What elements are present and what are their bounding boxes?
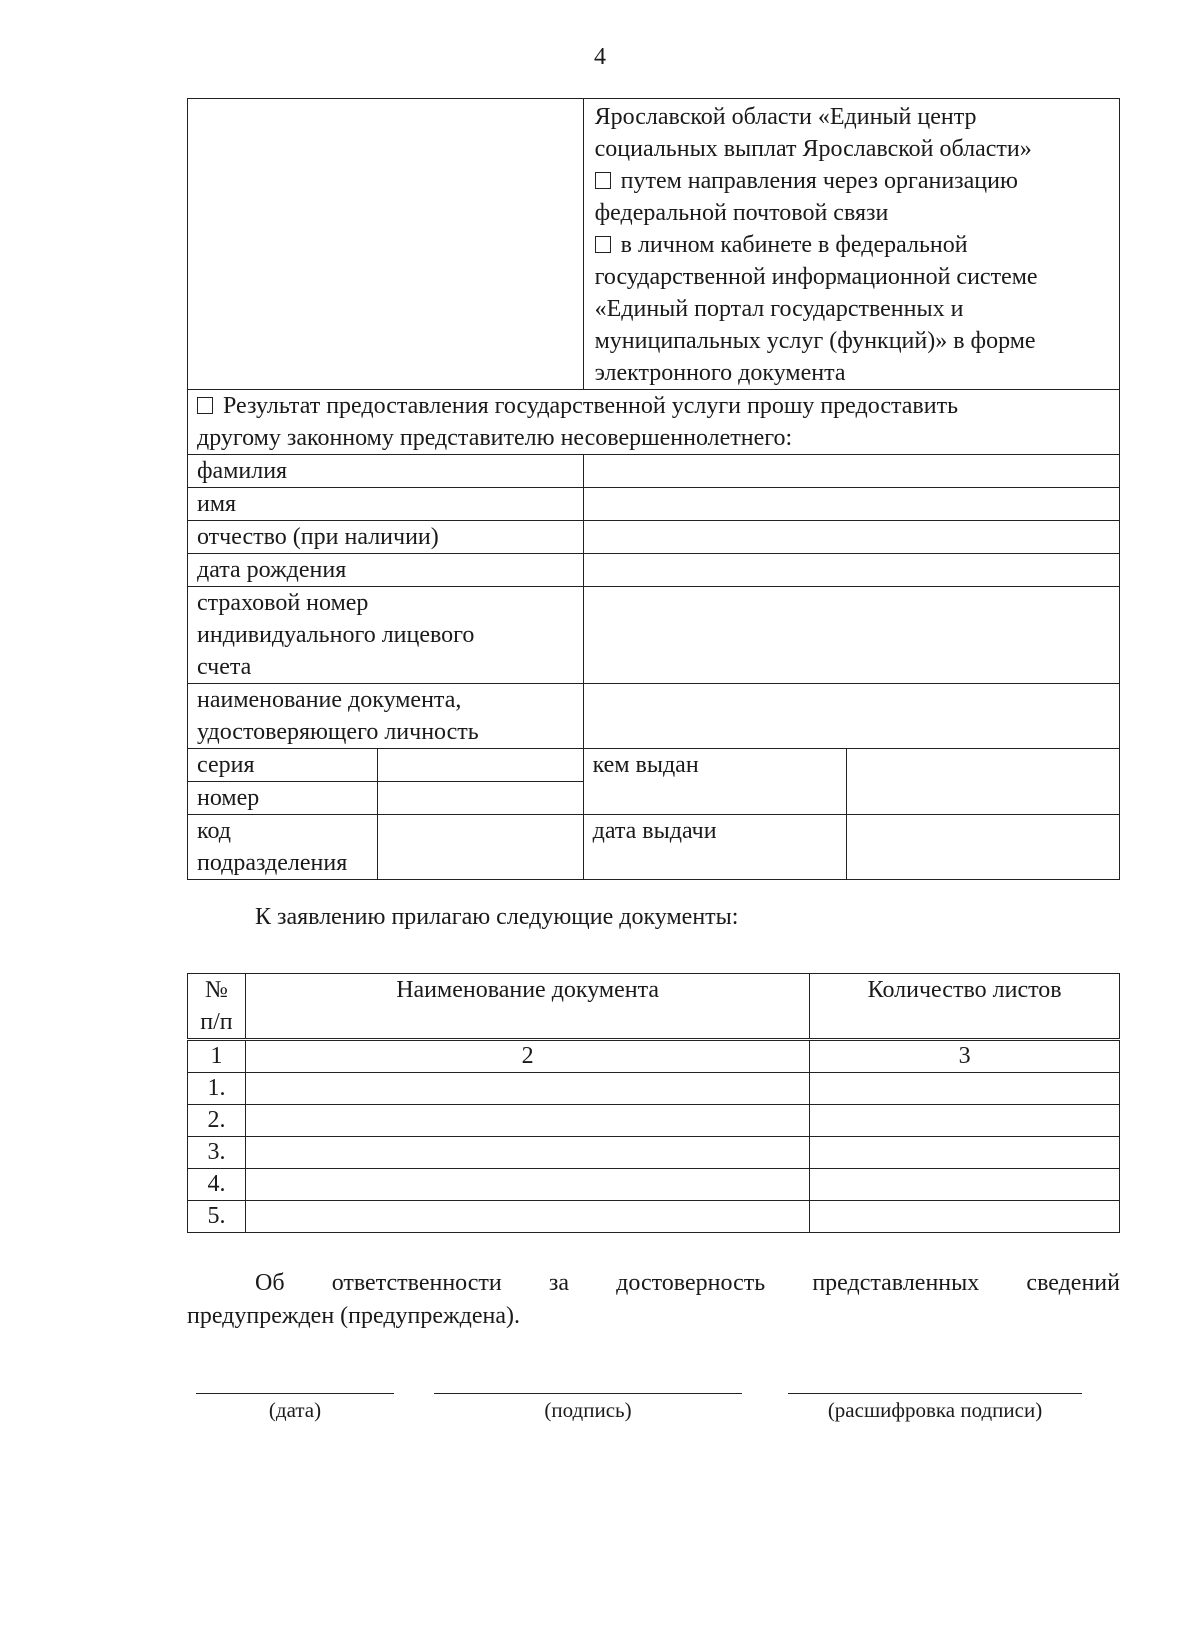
document-name-field[interactable] [245, 1169, 809, 1201]
id-document-label-line: удостоверяющего личность [197, 719, 479, 745]
application-form-table [187, 98, 1120, 880]
page-number: 4 [594, 44, 606, 70]
representative-option-checkbox[interactable] [197, 397, 213, 414]
document-name-field[interactable] [245, 1073, 809, 1105]
name-label: имя [188, 488, 584, 521]
table-row [188, 1073, 1120, 1105]
delivery-method-cell [583, 99, 1119, 390]
signature-decoding-line[interactable]: (расшифровка подписи) [788, 1393, 1082, 1423]
sheet-count-field[interactable] [810, 1137, 1120, 1169]
department-code-label-line: код [197, 818, 231, 844]
snils-label-line: индивидуального лицевого [197, 622, 475, 648]
name-field[interactable] [583, 488, 1119, 521]
document-name-field[interactable] [245, 1201, 809, 1233]
column-sheet-count-header: Количество листов [810, 974, 1120, 1040]
snils-label-line: счета [197, 654, 252, 680]
column-number-header [188, 974, 246, 1040]
empty-left-cell [188, 99, 584, 390]
date-signature-line[interactable]: (дата) [196, 1393, 394, 1423]
column-document-name-header: Наименование документа [245, 974, 809, 1040]
snils-field[interactable] [583, 587, 1119, 684]
table-row [188, 1137, 1120, 1169]
post-option-checkbox[interactable] [595, 172, 611, 189]
signature-line[interactable]: (подпись) [434, 1393, 742, 1423]
portal-option-label: в личном кабинете в федеральной [620, 232, 968, 258]
department-code-label-line: подразделения [197, 850, 348, 876]
series-label: серия [188, 749, 378, 782]
warning-line: предупрежден (предупреждена). [187, 1303, 520, 1329]
number-field[interactable] [377, 782, 583, 815]
patronymic-field[interactable] [583, 521, 1119, 554]
method-line: электронного документа [594, 360, 846, 386]
document-name-field[interactable] [245, 1105, 809, 1137]
column-number-header-line: № [205, 977, 228, 1003]
birth-date-label: дата рождения [188, 554, 584, 587]
issued-by-field[interactable] [847, 749, 1120, 815]
department-code-label [188, 815, 378, 880]
snils-label [188, 587, 584, 684]
method-line: социальных выплат Ярославской области» [594, 136, 1032, 162]
method-line: государственной информационной системе [594, 264, 1038, 290]
method-line: Ярославской области «Единый центр [594, 104, 977, 130]
table-row [188, 1105, 1120, 1137]
column-number-header-line: п/п [200, 1009, 233, 1035]
department-code-field[interactable] [377, 815, 583, 880]
sheet-count-field[interactable] [810, 1073, 1120, 1105]
table-row [188, 1201, 1120, 1233]
warning-line: Об ответственности за достоверность представленных сведений [255, 1270, 1120, 1296]
representative-heading-cell [188, 390, 1120, 455]
series-field[interactable] [377, 749, 583, 782]
post-option-label: путем направления через организацию [620, 168, 1018, 194]
index-cell: 3 [810, 1040, 1120, 1073]
method-line: муниципальных услуг (функций)» в форме [594, 328, 1036, 354]
index-cell: 2 [245, 1040, 809, 1073]
row-number: 4. [188, 1169, 246, 1201]
row-number: 2. [188, 1105, 246, 1137]
method-line: федеральной почтовой связи [594, 200, 889, 226]
method-line: «Единый портал государственных и [594, 296, 964, 322]
attachments-heading: К заявлению прилагаю следующие документы: [255, 904, 739, 930]
issued-by-label: кем выдан [583, 749, 847, 815]
table-row [188, 1169, 1120, 1201]
id-document-field[interactable] [583, 684, 1119, 749]
row-number: 5. [188, 1201, 246, 1233]
responsibility-warning [187, 1267, 1120, 1333]
id-document-label [188, 684, 584, 749]
representative-heading-line: Результат предоставления государственной услуги прошу предоставить [223, 393, 959, 419]
snils-label-line: страховой номер [197, 590, 369, 616]
sheet-count-field[interactable] [810, 1169, 1120, 1201]
id-document-label-line: наименование документа, [197, 687, 462, 713]
index-cell: 1 [188, 1040, 246, 1073]
surname-label: фамилия [188, 455, 584, 488]
row-number: 3. [188, 1137, 246, 1169]
sheet-count-field[interactable] [810, 1105, 1120, 1137]
row-number: 1. [188, 1073, 246, 1105]
document-name-field[interactable] [245, 1137, 809, 1169]
birth-date-field[interactable] [583, 554, 1119, 587]
issue-date-label: дата выдачи [583, 815, 847, 880]
patronymic-label: отчество (при наличии) [188, 521, 584, 554]
issue-date-field[interactable] [847, 815, 1120, 880]
portal-option-checkbox[interactable] [595, 236, 611, 253]
representative-heading-line: другому законному представителю несовершеннолетнего: [197, 425, 793, 451]
attachments-table [187, 973, 1120, 1233]
surname-field[interactable] [583, 455, 1119, 488]
sheet-count-field[interactable] [810, 1201, 1120, 1233]
number-label: номер [188, 782, 378, 815]
